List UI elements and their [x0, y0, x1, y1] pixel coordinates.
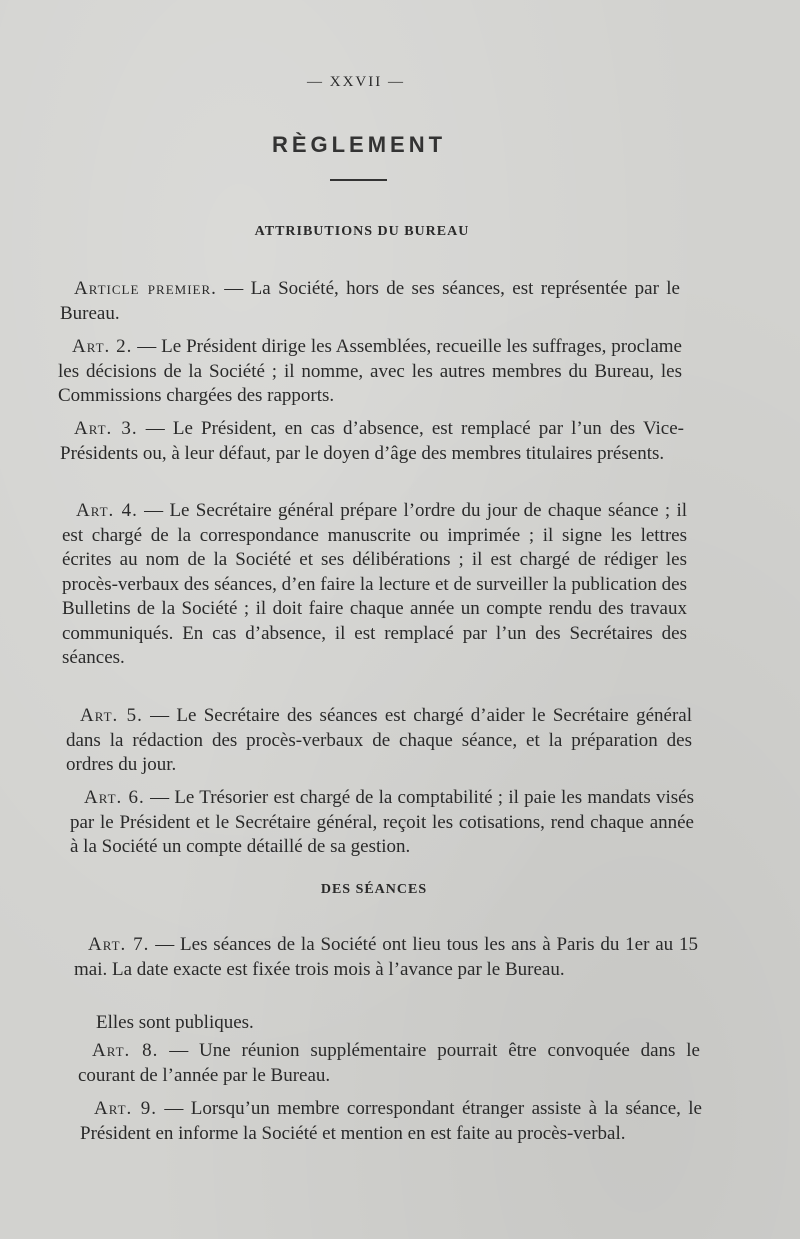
article-text: — Lorsqu’un membre correspondant étranger assiste à la séance, le Président en informe la Société et mention en est faite au procès-verbal. — [80, 1098, 702, 1144]
section-heading-seances: DES SÉANCES — [320, 882, 428, 897]
article-2 — [58, 335, 682, 409]
article-3 — [60, 417, 684, 466]
article-8 — [78, 1039, 700, 1088]
article-text: — Une réunion supplémentaire pourrait être convoquée dans le courant de l’année par le Bureau. — [78, 1040, 700, 1086]
article-4 — [62, 499, 687, 671]
article-text: — Le Trésorier est chargé de la comptabilité ; il paie les mandats visés par le Président et le Secrétaire général, reçoit les cotisations, rend chaque année à la Société un compte détaillé de sa gestion. — [70, 787, 694, 857]
article-1 — [60, 277, 680, 326]
article-7 — [74, 933, 698, 982]
page-number: — XXVII — — [307, 74, 405, 90]
title-rule — [330, 179, 387, 181]
article-label: Art. 6. — [84, 787, 145, 808]
article-text: — La Société, hors de ses séances, est représentée par le Bureau. — [60, 278, 680, 324]
article-label: Art. 3. — [74, 418, 138, 439]
article-label: Art. 8. — [92, 1040, 159, 1061]
article-text: — Le Secrétaire des séances est chargé d’aider le Secrétaire général dans la rédaction des procès-verbaux de chaque séance, et la préparation des ordres du jour. — [66, 705, 692, 775]
article-label: Article premier. — [74, 278, 217, 299]
article-text: Elles sont publiques. — [96, 1012, 254, 1033]
article-5 — [66, 704, 692, 778]
article-text: — Le Président dirige les Assemblées, recueille les suffrages, proclame les décisions de la Société ; il nomme, avec les autres membres du Bureau, les Commissions chargées des rapports. — [58, 336, 682, 406]
article-text: — Les séances de la Société ont lieu tous les ans à Paris du 1er au 15 mai. La date exacte est fixée trois mois à l’avance par le Bureau. — [74, 934, 698, 980]
page-title: RÈGLEMENT — [271, 132, 447, 157]
article-text: — Le Président, en cas d’absence, est remplacé par l’un des Vice-Présidents ou, à leur défaut, par le doyen d’âge des membres titulaires présents. — [60, 418, 684, 464]
article-9 — [80, 1097, 702, 1146]
article-7-continuation — [96, 1011, 696, 1036]
article-label: Art. 7. — [88, 934, 150, 955]
article-label: Art. 4. — [76, 500, 138, 521]
article-label: Art. 2. — [72, 336, 133, 357]
article-label: Art. 5. — [80, 705, 143, 726]
article-label: Art. 9. — [94, 1098, 157, 1119]
article-text: — Le Secrétaire général prépare l’ordre du jour de chaque séance ; il est chargé de la correspondance manuscrite ou imprimée ; il signe les lettres écrites au nom de la Société et ses délibérations ; il est chargé de rédiger les procès-verbaux des séances, d’en faire la lecture et de surveiller la publication des Bulletins de la Société ; il doit faire chaque année un compte rendu des travaux communiqués. En cas d’absence, il est remplacé par l’un des Secrétaires des séances. — [62, 500, 687, 668]
section-heading-bureau: ATTRIBUTIONS DU BUREAU — [254, 224, 470, 239]
article-6 — [70, 786, 694, 860]
